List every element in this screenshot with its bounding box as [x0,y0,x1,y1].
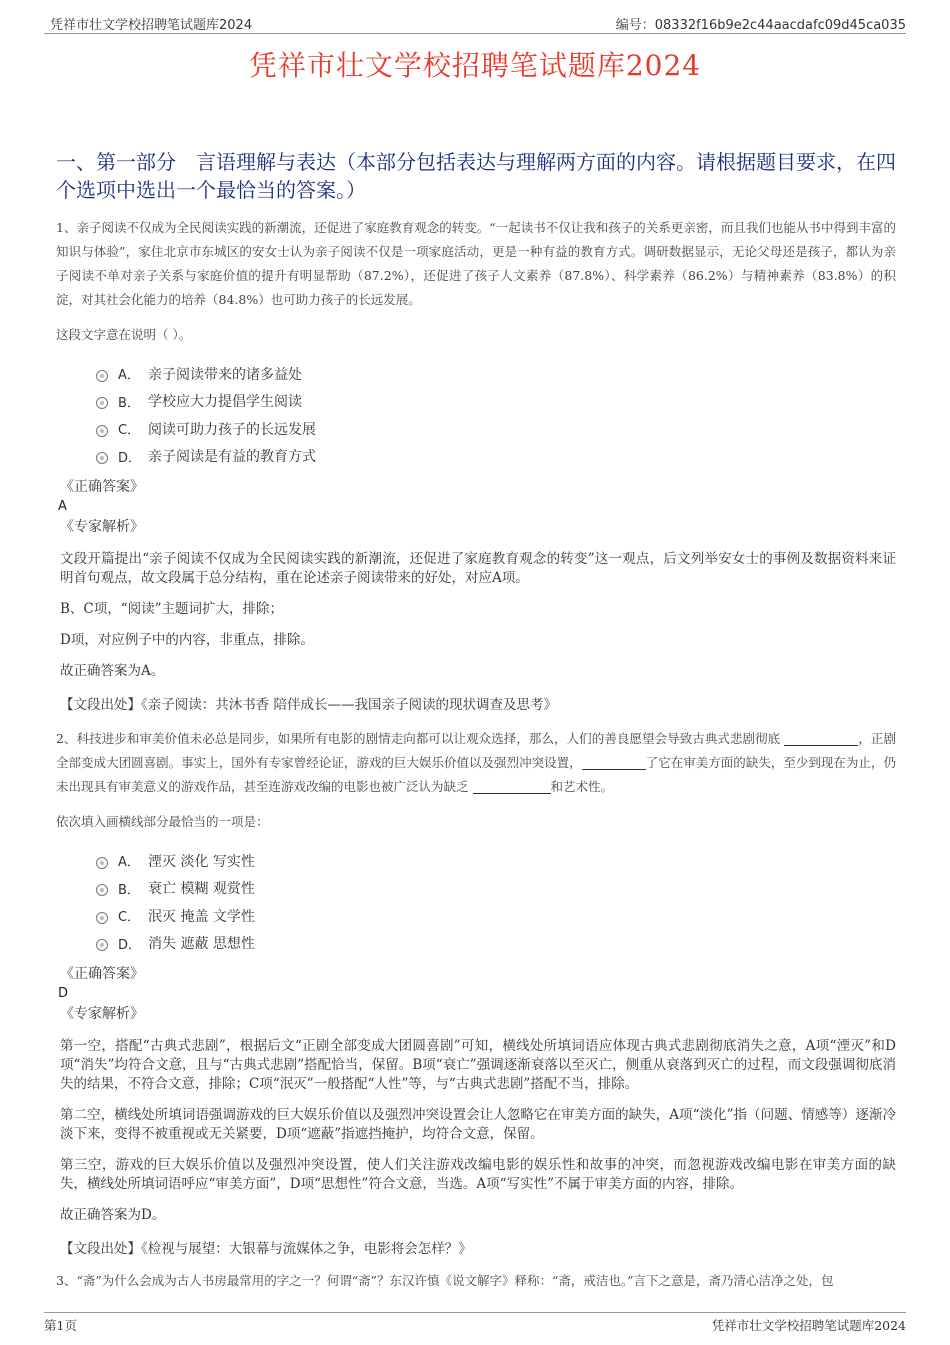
header-divider [44,33,906,34]
option-text: 泯灭 掩盖 文学性 [148,908,255,925]
option-letter: B． [118,395,140,411]
question-1-option-d[interactable] [96,443,896,471]
question-2-text [56,727,896,799]
question-2-answer-label: 《正确答案》 [60,966,144,982]
question-2-analysis-paragraph: 故正确答案为D。 [60,1207,166,1223]
question-2-text-part: ，正剧全部变成大团圆喜剧。事实上，国外有专家曾经论证，游戏的巨大娱乐价值以及强烈冲突设置， [56,731,896,770]
page-title: 凭祥市壮文学校招聘笔试题库2024 [248,49,702,82]
question-content [56,216,896,1293]
question-1-analysis-label: 《专家解析》 [60,519,144,535]
question-2-analysis-paragraph: 第二空，横线处所填词语强调游戏的巨大娱乐价值以及强烈冲突设置会让人忽略它在审美方面的缺失，A项“淡化”指（问题、情感等）逐渐冷淡下来，变得不被重视或无关紧要，D项“遮蔽”指遮挡掩护，均符合文意，保留。 [60,1107,896,1142]
question-2-options [96,847,896,957]
radio-icon[interactable] [96,857,108,869]
question-2-option-c[interactable] [96,902,896,930]
question-1-analysis-paragraph: 故正确答案为A。 [60,663,165,679]
question-3-text: 3、“斋”为什么会成为古人书房最常用的字之一？何谓“斋”？东汉许慎《说文解字》释称：“斋，戒洁也。”言下之意是，斋乃清心洁净之处，包 [56,1273,834,1288]
question-2-option-b[interactable] [96,875,896,903]
footer-divider [44,1312,906,1313]
source-title: 《检视与展望：大银幕与流媒体之争，电影将会怎样？》 [141,1241,472,1257]
question-2-stem: 依次填入画横线部分最恰当的一项是： [56,814,269,829]
question-2-answer: D [58,986,69,1001]
question-1-answer-label: 《正确答案》 [60,479,144,495]
option-letter: A． [118,368,140,384]
question-1-options [96,360,896,470]
radio-icon[interactable] [96,370,108,382]
option-text: 衰亡 模糊 观赏性 [148,881,255,898]
question-2-text-part: 2、科技进步和审美价值未必总是同步，如果所有电影的剧情走向都可以让观众选择，那么，人们的善良愿望会导致古典式悲剧彻底 [56,731,781,746]
source-title: 《亲子阅读：共沐书香 陪伴成长——我国亲子阅读的现状调查及思考》 [141,697,558,713]
option-text: 亲子阅读带来的诸多益处 [148,366,302,383]
option-text: 阅读可助力孩子的长远发展 [148,421,316,438]
source-label: 【文段出处】 [60,1241,141,1257]
fill-blank-2 [582,757,646,770]
page-header [0,0,950,36]
question-2-option-a[interactable] [96,847,896,875]
radio-icon[interactable] [96,884,108,896]
question-2-analysis-paragraph: 第三空，游戏的巨大娱乐价值以及强烈冲突设置，使人们关注游戏改编电影的娱乐性和故事的冲突，而忽视游戏改编电影在审美方面的缺失，横线处所填词语呼应“审美方面”，D项“思想性”符合文意，当选。A项“写实性”不属于审美方面的内容，排除。 [60,1157,896,1192]
question-2-option-d[interactable] [96,930,896,958]
source-label: 【文段出处】 [60,697,141,713]
question-2-text-part: 了它在审美方面的缺失，至少到现在为止，仍未出现具有审美意义的游戏作品，甚至连游戏改编的电影也被广泛认为缺乏 [56,755,896,794]
question-1-stem: 这段文字意在说明（ ）。 [56,327,192,342]
option-letter: C． [118,910,141,926]
header-doc-id: 编号：08332f16b9e2c44aacdafc09d45ca035 [615,18,906,33]
radio-icon[interactable] [96,452,108,464]
option-letter: D． [118,937,142,953]
question-1-option-b[interactable] [96,388,896,416]
option-text: 消失 遮蔽 思想性 [148,936,255,953]
question-1-option-c[interactable] [96,415,896,443]
fill-blank-1 [784,733,858,746]
footer-page-number: 第1页 [44,1318,77,1333]
header-doc-title: 凭祥市壮文学校招聘笔试题库2024 [50,18,253,33]
option-letter: B． [118,882,140,898]
option-text: 湮灭 淡化 写实性 [148,853,255,870]
question-1-analysis-paragraph: D项，对应例子中的内容，非重点，排除。 [60,632,314,648]
fill-blank-3 [473,781,551,794]
option-letter: D． [118,450,142,466]
radio-icon[interactable] [96,425,108,437]
question-2-text-part: 和艺术性。 [550,779,614,794]
radio-icon[interactable] [96,939,108,951]
question-2-analysis-label: 《专家解析》 [60,1006,144,1022]
question-2-source [60,1239,896,1259]
option-text: 亲子阅读是有益的教育方式 [148,449,316,466]
question-1-source [60,695,896,715]
question-1-answer: A [58,499,67,514]
option-text: 学校应大力提倡学生阅读 [148,394,302,411]
question-1-text: 1、亲子阅读不仅成为全民阅读实践的新潮流，还促进了家庭教育观念的转变。“一起读书不仅让我和孩子的关系更亲密，而且我们也能从书中得到丰富的知识与体验”，家住北京市东城区的安女士认为亲子阅读不仅是一项家庭活动，更是一种有益的教育方式。调研数据显示，无论父母还是孩子，都认为亲子阅读不单对亲子关系与家庭价值的提升有明显帮助（87.2%），还促进了孩子人文素养（87.8%）、科学素养（86.2%）与精神素养（83.8%）的积淀，对其社会化能力的培养（84.8%）也可助力孩子的长远发展。 [56,220,896,307]
radio-icon[interactable] [96,397,108,409]
question-1-analysis-paragraph: B、C项，“阅读”主题词扩大，排除； [60,601,284,617]
radio-icon[interactable] [96,912,108,924]
question-1-analysis-paragraph: 文段开篇提出“亲子阅读不仅成为全民阅读实践的新潮流，还促进了家庭教育观念的转变”这一观点，后文列举安女士的事例及数据资料来证明首句观点，故文段属于总分结构，重在论述亲子阅读带来的好处，对应A项。 [60,551,896,586]
section-heading: 一、第一部分 言语理解与表达（本部分包括表达与理解两方面的内容。请根据题目要求，在四个选项中选出一个最恰当的答案。） [56,150,896,202]
option-letter: C． [118,423,141,439]
question-2-analysis-paragraph: 第一空，搭配“古典式悲剧”，根据后文“正剧全部变成大团圆喜剧”可知，横线处所填词语应体现古典式悲剧彻底消失之意，A项“湮灭”和D项“消失”均符合文意，且与“古典式悲剧”搭配恰当，保留。B项“衰亡”强调逐渐衰落以至灭亡，侧重从衰落到灭亡的过程，而文段强调彻底消失的结果，不符合文意，排除；C项“泯灭”一般搭配“人性”等，与“古典式悲剧”搭配不当，排除。 [60,1038,896,1092]
question-1-option-a[interactable] [96,360,896,388]
option-letter: A． [118,855,140,871]
footer-doc-title: 凭祥市壮文学校招聘笔试题库2024 [711,1318,906,1333]
